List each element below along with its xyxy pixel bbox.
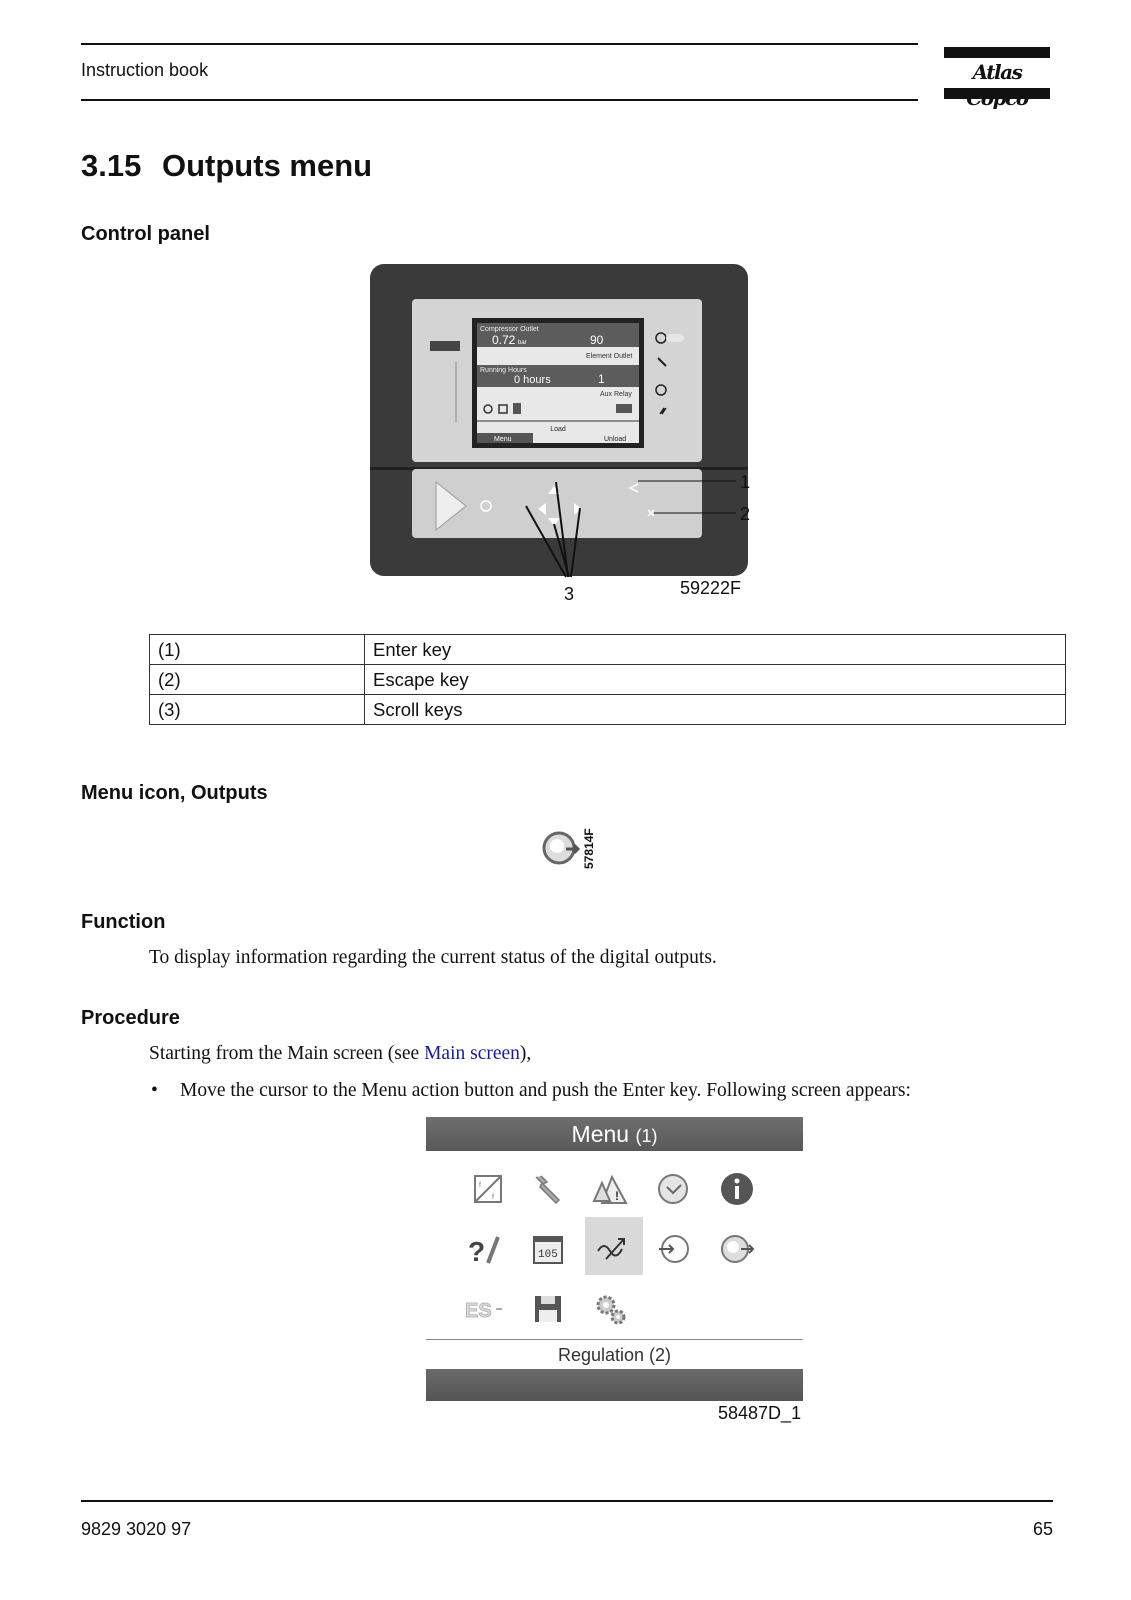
procedure-intro: Starting from the Main screen (see Main screen), (149, 1043, 532, 1064)
callout-3: 3 (564, 584, 575, 604)
figure-id-59222F: 59222F (680, 578, 742, 598)
footer-rule (81, 1500, 1053, 1502)
brand-logo: Atlas (944, 47, 1050, 99)
menu-title-bar (426, 1117, 803, 1151)
screen-row1-unit: bar (518, 340, 527, 346)
screen-row1-value: 0.72 (492, 333, 516, 347)
menu-title: Menu (571, 1121, 630, 1147)
bullet: • (151, 1080, 158, 1101)
selected-item-marker: (2) (649, 1345, 672, 1365)
info-icon (715, 1167, 759, 1211)
section-number: 3.15 (81, 148, 142, 183)
settings-gears-icon (588, 1287, 632, 1331)
screen-status: Load (550, 426, 566, 433)
page-number: 65 (1032, 1519, 1053, 1539)
keys-table (149, 634, 1066, 725)
selected-item-label: Regulation (557, 1345, 645, 1365)
inputs-arrow-icon (653, 1227, 697, 1271)
save-icon (526, 1287, 570, 1331)
main-screen-link[interactable]: Main screen (424, 1043, 520, 1064)
selected-item-label-row (426, 1345, 803, 1366)
function-text: To display information regarding the current status of the digital outputs. (149, 947, 717, 968)
svg-text:105: 105 (538, 1249, 558, 1261)
procedure-heading: Procedure (81, 1007, 180, 1029)
figure-id-58487D_1: 58487D_1 (718, 1403, 802, 1423)
control-panel-figure (368, 262, 778, 612)
svg-text:!: ! (615, 1189, 619, 1203)
clock-icon (651, 1167, 695, 1211)
function-heading: Function (81, 911, 166, 933)
svg-text:f: f (492, 1194, 494, 1201)
svg-text:ES: ES (465, 1300, 492, 1322)
outputs-icon (715, 1227, 759, 1271)
inputs-icon (466, 1167, 510, 1211)
section-title (81, 148, 372, 184)
table-row: (2) Escape key (150, 665, 1066, 695)
screen-menu-button: Menu (494, 436, 512, 443)
wrench-icon (526, 1167, 570, 1211)
outputs-menu-icon-figure (540, 822, 600, 872)
energy-saving-icon (462, 1287, 506, 1331)
screen-row1-right-value: 90 (590, 333, 604, 347)
menu-bottom-bar (426, 1369, 803, 1401)
table-row: (1) Enter key (150, 635, 1066, 665)
screen-row2-right-value: 1 (598, 372, 605, 386)
counters-icon (526, 1227, 570, 1271)
procedure-step: Move the cursor to the Menu action button and push the Enter key. Following screen appears: (180, 1080, 911, 1101)
svg-text:f: f (479, 1182, 481, 1189)
callout-1: 1 (740, 472, 751, 492)
figure-id-57814F: 57814F (582, 828, 596, 869)
screen-row1-right-label: Element Outlet (586, 353, 633, 360)
screen-row2-right-label: Aux Relay (600, 391, 632, 398)
screen-row2-label: Running Hours (480, 367, 527, 374)
screen-unload-button: Unload (604, 436, 627, 443)
menu-title-marker: (1) (635, 1126, 658, 1146)
header-title: Instruction book (81, 60, 209, 80)
section-name: Outputs menu (162, 148, 373, 183)
svg-text:?: ? (468, 1236, 486, 1267)
regulation-icon (592, 1225, 636, 1269)
doc-number: 9829 3020 97 (81, 1519, 192, 1539)
menu-screen-figure (426, 1117, 803, 1401)
warnings-icon (588, 1167, 632, 1211)
help-icon (462, 1227, 506, 1271)
menu-divider (426, 1339, 803, 1340)
header-top-rule (81, 43, 918, 45)
screen-row2-value: 0 hours (514, 374, 551, 386)
table-row: (3) Scroll keys (150, 695, 1066, 725)
menu-icon-heading: Menu icon, Outputs (81, 782, 268, 804)
header-bottom-rule (81, 99, 918, 101)
control-panel-heading: Control panel (81, 223, 210, 245)
screen-row1-label: Compressor Outlet (480, 326, 539, 333)
callout-2: 2 (740, 504, 751, 524)
